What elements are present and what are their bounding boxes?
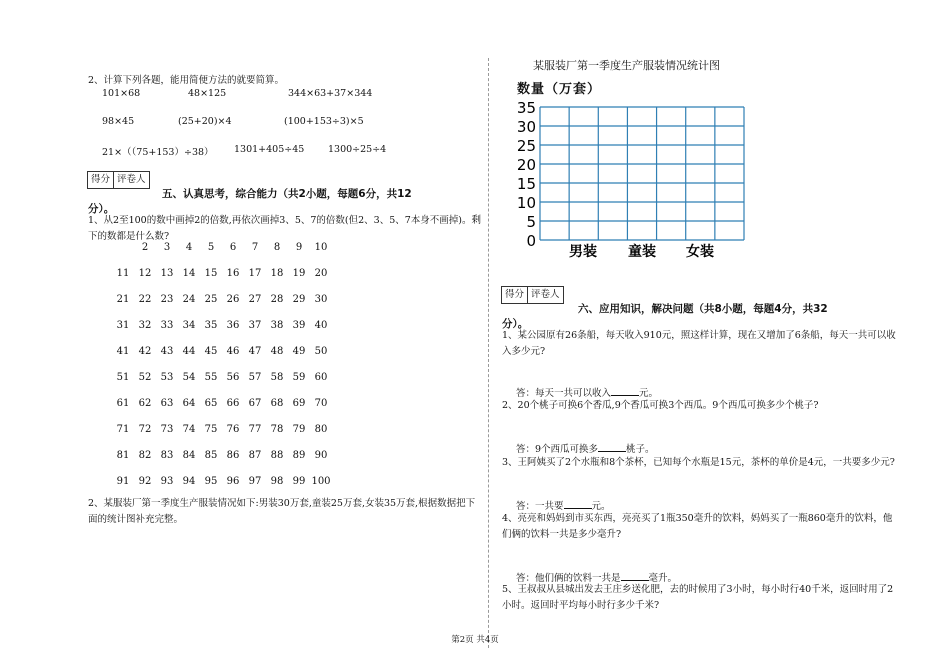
number-cell: 99: [292, 476, 306, 487]
chart-ylabel: 数量（万套）: [517, 82, 602, 97]
number-cell: 42: [138, 346, 152, 357]
number-cell: 2: [141, 242, 149, 253]
answer-blank[interactable]: [598, 441, 626, 452]
calc-item: 344×63+37×344: [288, 88, 373, 99]
answer-suffix: 元。: [591, 501, 611, 512]
number-cell: 50: [314, 346, 328, 357]
number-cell: 12: [138, 268, 152, 279]
q1-text: 1、从2至100的数中画掉2的倍数,再依次画掉3、5、7的倍数(但2、3、5、7本身不画掉)。剩下的数都是什么数?: [88, 215, 482, 242]
number-cell: 36: [226, 320, 240, 331]
number-cell: 21: [116, 294, 130, 305]
number-cell: 95: [204, 476, 218, 487]
number-cell: 19: [292, 268, 306, 279]
score-label: 得分: [88, 172, 114, 188]
answer-prefix: 答：每天一共可以收入: [516, 388, 612, 399]
chart-ytick-label: 30: [516, 118, 536, 136]
number-cell: 81: [116, 450, 130, 461]
number-cell: 45: [204, 346, 218, 357]
number-cell: 8: [273, 242, 281, 253]
section-5-title-tail: 分）。: [88, 203, 115, 215]
number-cell: 94: [182, 476, 196, 487]
number-cell: 90: [314, 450, 328, 461]
chart-category-label: 童装: [628, 244, 656, 260]
number-cell: 93: [160, 476, 174, 487]
chart-title: 某服装厂第一季度生产服装情况统计图: [533, 59, 720, 72]
chart-ytick-label: 35: [516, 99, 536, 117]
number-cell: 57: [248, 372, 262, 383]
answer-blank[interactable]: [564, 498, 592, 509]
number-cell: 72: [138, 424, 152, 435]
number-cell: 27: [248, 294, 262, 305]
answer-2: [516, 441, 655, 455]
section-6-title-tail: 分）。: [502, 318, 529, 330]
number-cell: 10: [314, 242, 328, 253]
number-cell: 31: [116, 320, 130, 331]
chart-ytick-label: 10: [516, 194, 536, 212]
page-footer: 第2页 共4页: [451, 635, 499, 645]
number-cell: 92: [138, 476, 152, 487]
score-label: 得分: [502, 287, 528, 303]
number-cell: 15: [204, 268, 218, 279]
answer-suffix: 毫升。: [648, 573, 678, 584]
number-cell: 17: [248, 268, 262, 279]
number-cell: 33: [160, 320, 174, 331]
number-cell: 52: [138, 372, 152, 383]
answer-blank[interactable]: [621, 570, 649, 581]
number-cell: 75: [204, 424, 218, 435]
number-cell: 67: [248, 398, 262, 409]
number-cell: 74: [182, 424, 196, 435]
number-cell: 4: [185, 242, 193, 253]
chart-ytick-label: 5: [526, 213, 536, 231]
number-cell: 77: [248, 424, 262, 435]
number-cell: 65: [204, 398, 218, 409]
number-cell: 96: [226, 476, 240, 487]
section-6-title: 六、应用知识，解决问题（共8小题，每题4分，共32: [578, 303, 828, 315]
number-cell: 28: [270, 294, 284, 305]
number-cell: 3: [163, 242, 171, 253]
number-cell: 53: [160, 372, 174, 383]
answer-suffix: 桃子。: [626, 444, 655, 455]
number-cell: 9: [295, 242, 303, 253]
number-cell: 58: [270, 372, 284, 383]
chart-ytick-label: 20: [516, 156, 536, 174]
chart-category-label: 男装: [569, 244, 597, 260]
number-cell: 22: [138, 294, 152, 305]
number-cell: 54: [182, 372, 196, 383]
number-cell: 78: [270, 424, 284, 435]
number-cell: 48: [270, 346, 284, 357]
question-3: 3、王阿姨买了2个水瓶和8个茶杯，已知每个水瓶是15元，茶杯的单价是4元，一共要多少元?: [502, 457, 895, 468]
score-box-right: [501, 286, 564, 304]
number-cell: 69: [292, 398, 306, 409]
number-cell: 7: [251, 242, 259, 253]
number-cell: 62: [138, 398, 152, 409]
number-cell: 23: [160, 294, 174, 305]
number-cell: 86: [226, 450, 240, 461]
number-cell: 76: [226, 424, 240, 435]
number-cell: 51: [116, 372, 130, 383]
number-cell: 5: [207, 242, 215, 253]
calc-item: (100+153÷3)×5: [284, 116, 364, 127]
number-cell: 91: [116, 476, 130, 487]
number-cell: 73: [160, 424, 174, 435]
number-cell: 63: [160, 398, 174, 409]
number-cell: 40: [314, 320, 328, 331]
answer-prefix: 答：一共要: [516, 501, 564, 512]
number-cell: 38: [270, 320, 284, 331]
question-4: 4、亮亮和妈妈到市买东西，亮亮买了1瓶350毫升的饮料，妈妈买了一瓶860毫升的饮料，他们俩的饮料一共是多少毫升?: [502, 513, 893, 540]
number-cell: 13: [160, 268, 174, 279]
chart-category-label: 女装: [686, 244, 714, 260]
number-cell: 68: [270, 398, 284, 409]
number-cell: 55: [204, 372, 218, 383]
number-cell: 79: [292, 424, 306, 435]
number-cell: 47: [248, 346, 262, 357]
number-cell: 97: [248, 476, 262, 487]
number-cell: 84: [182, 450, 196, 461]
number-cell: 59: [292, 372, 306, 383]
number-cell: 39: [292, 320, 306, 331]
number-cell: 66: [226, 398, 240, 409]
number-cell: 60: [314, 372, 328, 383]
grader-label: 评卷人: [531, 289, 560, 300]
question-5: 5、王叔叔从县城出发去王庄乡送化肥，去的时候用了3小时，每小时行40千米，返回时用了2小时。返回时平均每小时行多少千米?: [502, 584, 894, 611]
number-cell: 37: [248, 320, 262, 331]
number-cell: 61: [116, 398, 130, 409]
chart-ytick-label: 15: [516, 175, 536, 193]
calc-item: (25+20)×4: [178, 116, 232, 127]
number-cell: 6: [229, 242, 237, 253]
score-box-left: [87, 171, 150, 189]
number-cell: 35: [204, 320, 218, 331]
number-cell: 88: [270, 450, 284, 461]
number-cell: 87: [248, 450, 262, 461]
number-cell: 100: [311, 476, 331, 487]
number-cell: 89: [292, 450, 306, 461]
question-2: 2、20个桃子可换6个香瓜,9个香瓜可换3个西瓜。9个西瓜可换多少个桃子?: [502, 400, 819, 411]
chart-ytick-label: 25: [516, 137, 536, 155]
column-divider: [488, 58, 489, 648]
number-cell: 32: [138, 320, 152, 331]
calc-item: 21×（（75+153）÷38）: [102, 147, 214, 158]
number-cell: 49: [292, 346, 306, 357]
number-cell: 11: [116, 268, 130, 279]
q2b-text: 2、某服装厂第一季度生产服装情况如下:男装30万套,童装25万套,女装35万套,根据数据把下面的统计图补充完整。: [88, 498, 476, 525]
answer-blank[interactable]: [611, 385, 639, 396]
number-cell: 64: [182, 398, 196, 409]
number-cell: 26: [226, 294, 240, 305]
number-cell: 82: [138, 450, 152, 461]
number-cell: 85: [204, 450, 218, 461]
number-cell: 46: [226, 346, 240, 357]
number-cell: 34: [182, 320, 196, 331]
number-cell: 44: [182, 346, 196, 357]
calc-item: 1301+405÷45: [234, 144, 305, 155]
number-cell: 24: [182, 294, 196, 305]
number-cell: 30: [314, 294, 328, 305]
number-cell: 16: [226, 268, 240, 279]
calc-item: 1300÷25÷4: [328, 144, 387, 155]
number-cell: 83: [160, 450, 174, 461]
number-cell: 71: [116, 424, 130, 435]
grader-label: 评卷人: [117, 174, 146, 185]
answer-3: [516, 498, 611, 512]
number-cell: 18: [270, 268, 284, 279]
number-cell: 25: [204, 294, 218, 305]
answer-suffix: 元。: [639, 388, 659, 399]
answer-prefix: 答：他们俩的饮料一共是: [516, 573, 621, 584]
section-5-title: 五、认真思考，综合能力（共2小题，每题6分，共12: [162, 188, 412, 200]
answer-prefix: 答：9个西瓜可换多: [516, 444, 599, 455]
calc-item: 98×45: [102, 116, 135, 127]
number-cell: 98: [270, 476, 284, 487]
number-cell: 43: [160, 346, 174, 357]
calc-item: 101×68: [102, 88, 141, 99]
number-cell: 56: [226, 372, 240, 383]
number-cell: 70: [314, 398, 328, 409]
chart-ytick-label: 0: [526, 232, 536, 250]
answer-1: [516, 385, 658, 399]
calc-item: 48×125: [188, 88, 227, 99]
question-1: 1、某公园原有26条船，每天收入910元，照这样计算，现在又增加了6条船，每天一共可以收入多少元?: [502, 330, 896, 357]
number-cell: 41: [116, 346, 130, 357]
number-cell: 14: [182, 268, 196, 279]
q2-calc-title: 2、计算下列各题，能用简便方法的就要简算。: [88, 75, 285, 86]
number-cell: 20: [314, 268, 328, 279]
number-cell: 80: [314, 424, 328, 435]
number-cell: 29: [292, 294, 306, 305]
